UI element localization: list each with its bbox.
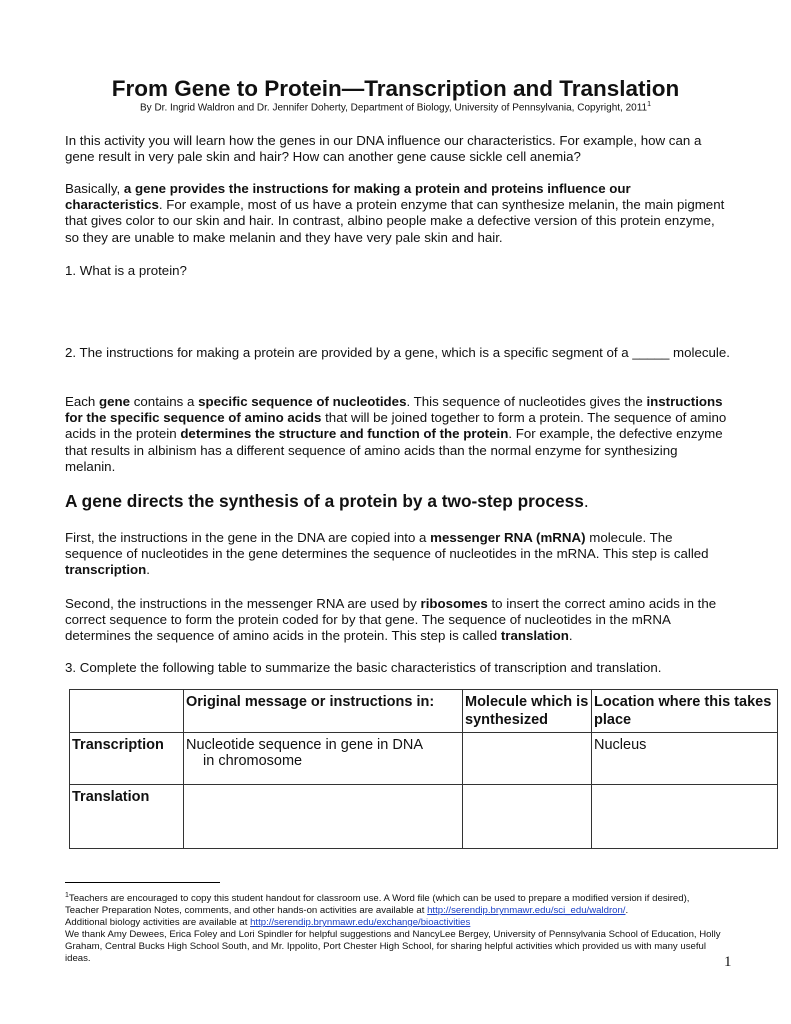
question-1: 1. What is a protein? — [65, 263, 187, 278]
table-row — [70, 733, 778, 785]
footnote-text: Teachers are encouraged to copy this student handout for classroom use. A Word file (which can be used to prepare a modified version if desired), Teacher Preparation Notes, comments, and other hands-on activities are available at — [65, 893, 690, 917]
text-run: molecule. The sequence of nucleotides in the gene determines the sequence of nucleotides in the mRNA. This step is called — [65, 530, 709, 562]
waldron-link[interactable]: http://serendip.brynmawr.edu/sci_edu/waldron/ — [427, 905, 626, 917]
text-run: . — [146, 562, 150, 578]
footnote-text: Additional biology activities are available at — [65, 917, 251, 929]
page-title: From Gene to Protein—Transcription and Translation — [111, 76, 680, 101]
text-run: that will be joined together to form a protein. The sequence of amino acids in the protein — [65, 410, 727, 442]
table-row — [70, 785, 778, 849]
second-step-paragraph — [65, 596, 730, 645]
table-header-cell: Location where this takes place — [592, 690, 778, 733]
bold-run: translation — [500, 628, 569, 644]
byline — [0, 101, 791, 113]
table-header-cell — [70, 690, 184, 733]
cell-text: Nucleotide sequence in gene in DNA — [186, 737, 423, 753]
question-3: 3. Complete the following table to summarize the basic characteristics of transcription and translation. — [65, 660, 662, 675]
table-header-cell: Molecule which is synthesized — [463, 690, 592, 733]
first-step-paragraph — [65, 530, 730, 579]
footnote-divider — [65, 882, 220, 883]
footnote-marker: 1 — [65, 892, 69, 899]
table-header-cell: Original message or instructions in: — [184, 690, 463, 733]
bold-run: ribosomes — [420, 596, 488, 611]
text-run: Each — [65, 394, 100, 409]
table-cell[interactable] — [463, 733, 592, 785]
table-cell[interactable] — [592, 785, 778, 849]
text-run: to insert the correct amino acids in the correct sequence to form the protein coded for by that gene. The sequence of nucleotides in the mRNA determines the sequence of amino acids in the protein. This step is called — [65, 596, 717, 644]
bold-run: a gene provides the instructions for making a protein and proteins influence our characteristics — [65, 181, 631, 213]
bold-run: gene — [99, 394, 131, 409]
heading-period: . — [583, 491, 589, 511]
table-cell[interactable] — [184, 733, 463, 785]
bold-run: messenger RNA (mRNA) — [430, 530, 586, 545]
text-run: Second, the instructions in the messenger RNA are used by — [65, 596, 421, 611]
text-run: contains a — [130, 394, 199, 409]
footnote-ref: 1 — [647, 101, 651, 108]
byline-text: By Dr. Ingrid Waldron and Dr. Jennifer Doherty, Department of Biology, University of Pennsylvania, Copyright, 2011 — [140, 102, 648, 114]
heading-text: A gene directs the synthesis of a protein by a two-step process — [65, 491, 584, 511]
table-cell[interactable] — [463, 785, 592, 849]
question-2: 2. The instructions for making a protein are provided by a gene, which is a specific segment of a _____ molecule. — [65, 345, 730, 360]
footnote — [65, 890, 725, 965]
intro-paragraph: In this activity you will learn how the genes in our DNA influence our characteristics. For example, how can a gene result in very pale skin and hair? How can another gene cause sickle cell anemia? — [65, 133, 702, 165]
text-run: . This sequence of nucleotides gives the — [406, 394, 647, 409]
table-header-row — [70, 690, 778, 733]
text-run: . — [568, 628, 573, 644]
row-label: Transcription — [70, 733, 184, 785]
footnote-text: . — [625, 905, 629, 917]
summary-table — [69, 689, 778, 849]
section-heading — [65, 491, 589, 512]
text-run: . For example, the defective enzyme that results in albinism has a different sequence of amino acids than the normal enzyme for synthesizing melanin. — [65, 426, 723, 474]
bold-run: determines the structure and function of the protein — [180, 426, 509, 442]
text-run: First, the instructions in the gene in the DNA are copied into a — [65, 530, 431, 545]
bioactivities-link[interactable]: http://serendip.brynmawr.edu/exchange/bioactivities — [250, 917, 471, 929]
table-cell[interactable]: Nucleus — [592, 733, 778, 785]
acknowledgements: We thank Amy Dewees, Erica Foley and Lori Spindler for helpful suggestions and NancyLee Bergey, University of Pennsylvania School of Education, Holly Graham, Central Bucks High School South, and Mr. Ippolito, Port Chester High School, for sharing helpful activities which provided us with many useful ideas. — [65, 929, 721, 965]
row-label: Translation — [70, 785, 184, 849]
basically-paragraph — [65, 181, 730, 246]
text-run: . For example, most of us have a protein enzyme that can synthesize melanin, the main pigment that gives color to our skin and hair. In contrast, albino people make a defective version of this protein enzyme, so they are unable to make melanin and they have very pale skin and hair. — [65, 197, 725, 245]
bold-run: instructions for the specific sequence of amino acids — [65, 394, 723, 426]
bold-run: transcription — [65, 562, 147, 578]
table-cell[interactable] — [184, 785, 463, 849]
cell-text: in chromosome — [203, 753, 303, 769]
bold-run: specific sequence of nucleotides — [198, 394, 407, 409]
text-run: Basically, — [65, 181, 124, 196]
page-number: 1 — [724, 954, 732, 970]
gene-paragraph — [65, 394, 730, 475]
